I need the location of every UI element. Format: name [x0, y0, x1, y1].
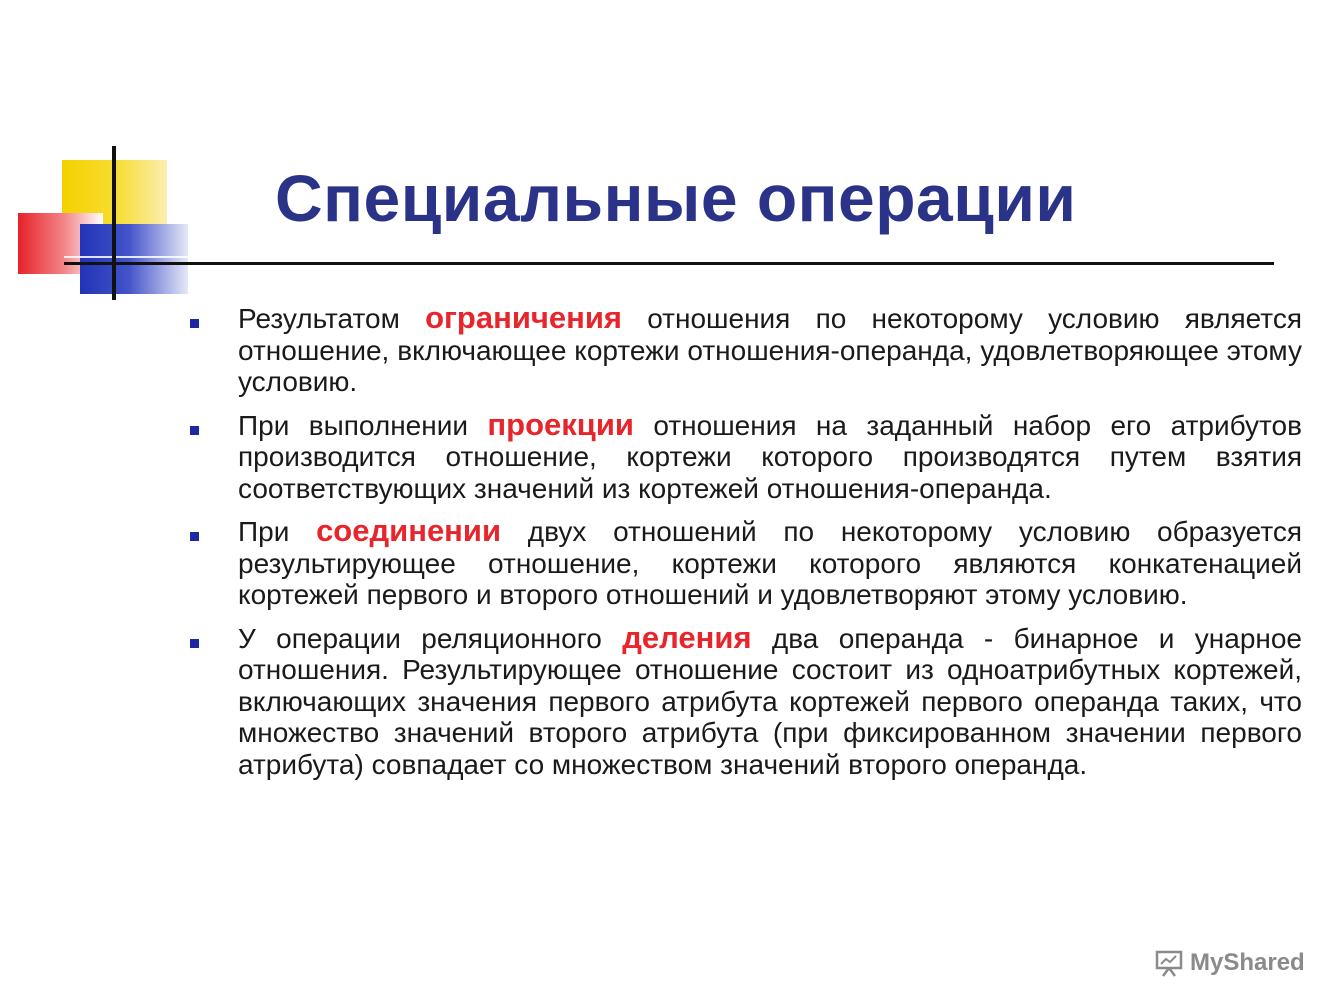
bullet-text-before: При [238, 516, 317, 547]
bullet-item [182, 406, 1302, 505]
title-underline [64, 262, 1274, 265]
bullet-item [182, 515, 1302, 611]
bullet-square-icon [190, 319, 199, 328]
decor-white-line [64, 256, 189, 258]
bullet-keyword: деления [622, 619, 752, 655]
bullet-text-before: При выполнении [238, 409, 488, 441]
bullet-square-icon [190, 426, 199, 435]
bullet-keyword: проекции [487, 406, 634, 442]
bullet-list [182, 302, 1302, 791]
presentation-board-icon [1154, 948, 1184, 978]
bullet-text-before: Результатом [238, 303, 426, 334]
decor-blue-square [80, 224, 188, 294]
bullet-text-after: двух отношений по некоторому условию образуется результирующее отношение, кортежи которого являются конкатенацией кортежей первого и второго отношений и удовлетворяют этому условию. [238, 516, 1302, 610]
bullet-square-icon [190, 639, 199, 648]
bullet-text [238, 302, 1302, 398]
bullet-text [238, 515, 1302, 611]
decor-vertical-line [112, 146, 116, 300]
watermark [1154, 945, 1305, 981]
bullet-item [182, 619, 1303, 781]
bullet-text-after: два операнда - бинарное и унарное отношения. Результирующее отношение состоит из одноатрибутных кортежей, включающих значения первого атрибута кортежей первого операнда таких, что множество значений второго атрибута (при фиксированном значении первого атрибута) совпадает со множеством значений второго операнда. [238, 622, 1303, 780]
bullet-text-after: отношения по некоторому условию является отношение, включающее кортежи отношения-операнда, удовлетворяющее этому условию. [238, 303, 1302, 397]
bullet-square-icon [190, 532, 199, 541]
bullet-text [238, 406, 1302, 505]
bullet-keyword: ограничения [425, 300, 622, 335]
bullet-keyword: соединении [316, 513, 502, 548]
slide-title: Специальные операции [275, 161, 1077, 235]
bullet-text [238, 619, 1303, 781]
bullet-text-after: отношения на заданный набор его атрибутов производится отношение, кортежи которого производятся путем взятия соответствующих значений из кортежей отношения-операнда. [238, 409, 1302, 504]
watermark-text: MyShared [1190, 949, 1305, 976]
bullet-text-before: У операции реляционного [238, 622, 623, 654]
bullet-item [182, 302, 1302, 398]
